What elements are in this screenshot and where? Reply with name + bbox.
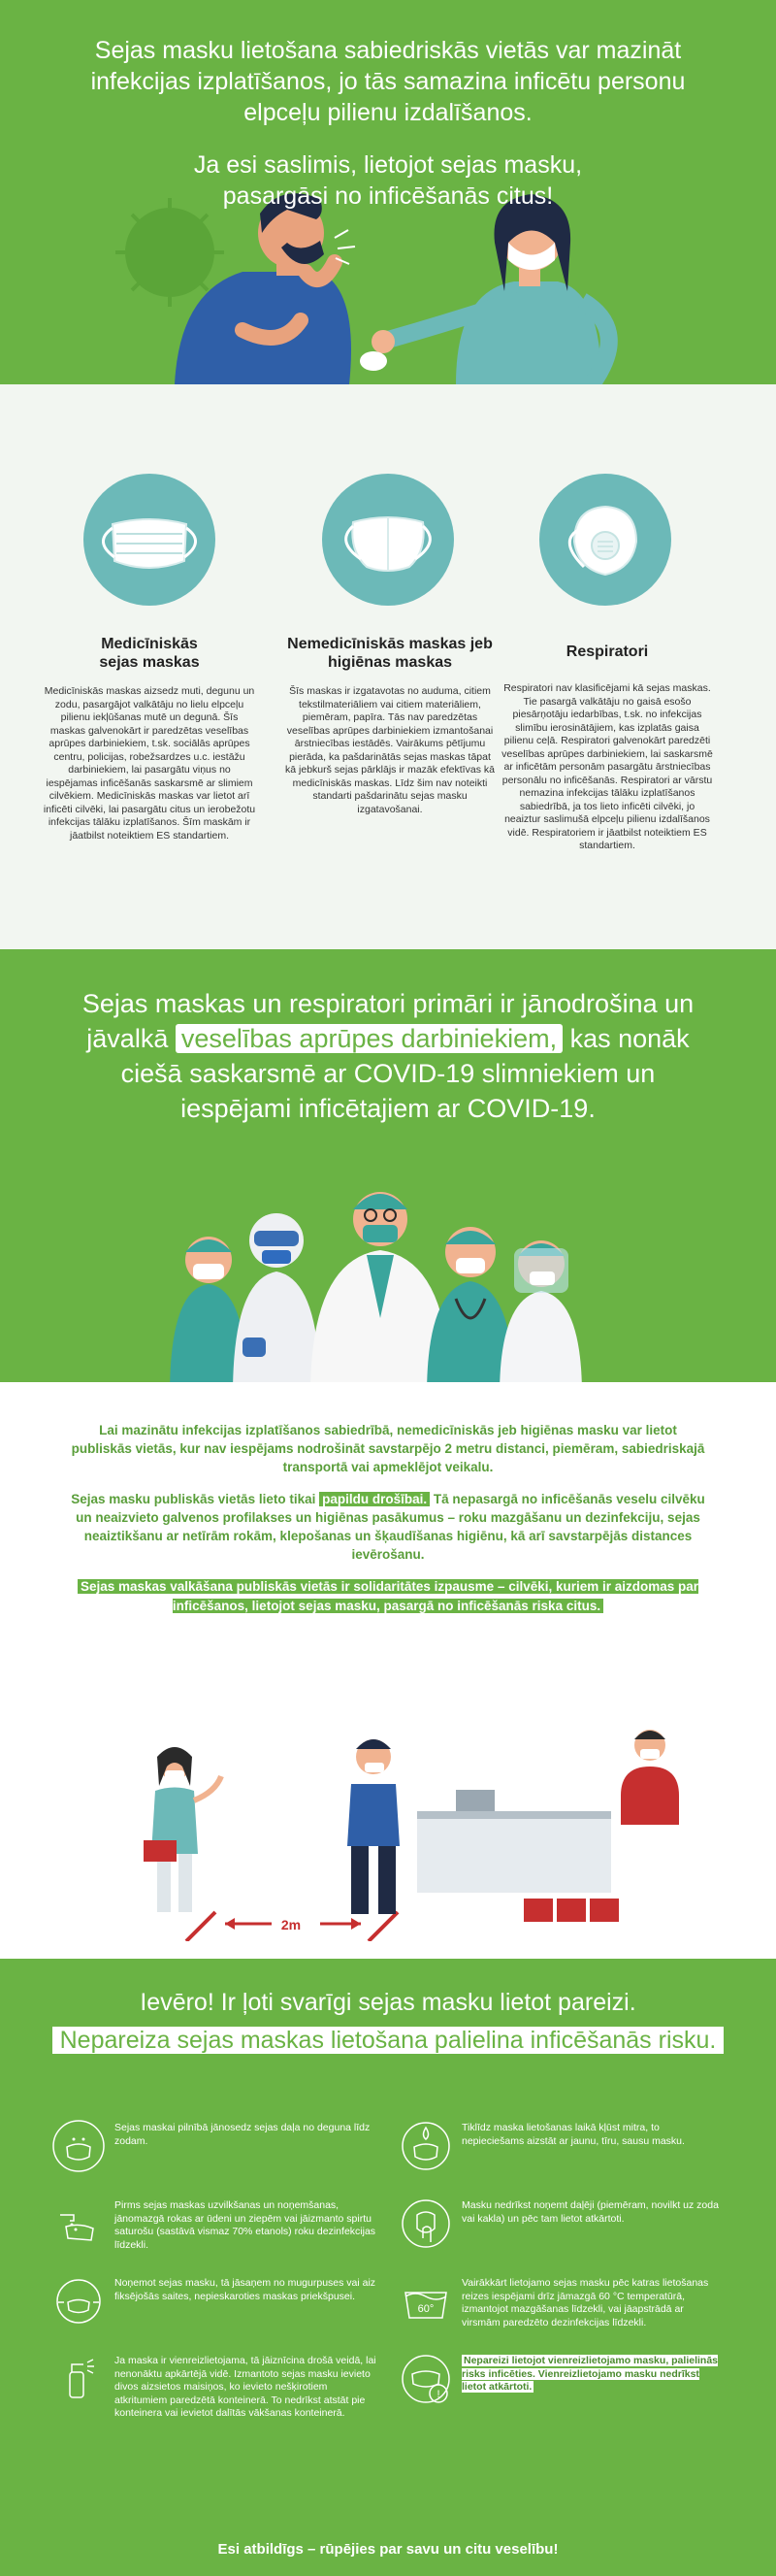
healthcare-workers-illustration (0, 1143, 776, 1382)
usage-tip (398, 2351, 718, 2419)
checkout-counter (417, 1730, 679, 1922)
shopper-man-figure (347, 1739, 400, 1914)
shopping-illustration (0, 1621, 776, 1941)
remove-mask-icon (50, 2273, 107, 2329)
respirator-column (501, 643, 714, 853)
masked-woman-illustration (360, 194, 609, 384)
footer-text: Esi atbildīgs – rūpējies par savu un citu veselību! (217, 2541, 559, 2558)
moist-mask-icon (398, 2118, 454, 2174)
usage-tip-text: Masku nedrīkst noņemt daļēji (piemēram, novilkt uz zoda vai kakla) un pēc tam lietot atkārtoti. (462, 2199, 719, 2225)
usage-tip (50, 2351, 376, 2419)
medical-mask-text: Medicīniskās maskas aizsedz muti, degunu un zodu, pasargājot valkātāju no lielu elpceļu pilienu iekļūšanas mutē un degunā. Šīs maskas galvenokārt ir paredzētas veselības aprūpes darbiniekiem, t.sk. sociālās aprūpes centru, policijas, robežsardzes u.c. iestāžu darbiniekiem, lai pasargātu viņus no iespējamas inficēšanās saskarsmē ar slimiem cilvēkiem. Medicīniskās maskas var lietot arī inficēti cilvēki, lai pasargātu citus un ierobežotu infekcijas tālāku izplatīšanos. Šīm maskām ir jāatbilst noteiktiem ES standartiem. (43, 685, 256, 842)
mask-types-section (0, 384, 776, 949)
face-shield-nurse-figure (500, 1240, 582, 1382)
healthcare-section (0, 949, 776, 1382)
public-text-2b: Tā nepasargā no inficēšanās veselu cilvēku un neaizvieto galvenos profilakses un higiēnas pasākumus – roku mazgāšanu un dezinfekciju, sejas neaiztikšanu ar netīrām rokām, klepošanas un šķaudīšanas higiēnu, kā arī savstarpējās distances ievērošanu. (76, 1492, 705, 1562)
public-text-1: Lai mazinātu infekcijas izplatīšanos sabiedrībā, nemedicīniskās jeb higiēnas masku var lietot publiskās vietās, kur nav iespējams nodrošināt savstarpējo 2 metru distanci, piemēram, sabiedriskajā transportā vai apmeklējot veikalu. (71, 1423, 705, 1474)
medical-mask-column (43, 635, 256, 842)
usage-tip (50, 2118, 371, 2186)
usage-tip (398, 2273, 718, 2341)
hazmat-figure (233, 1213, 320, 1382)
hygiene-mask-text: Šīs maskas ir izgatavotas no auduma, citiem tekstilmateriāliem vai citiem materiāliem, piemēram, papīra. Tās nav paredzētas veselības aprūpes darbiniekiem izmantošanai ārstniecības iestādēs. Vairākums pētījumu pierāda, ka pašdarinātās sejas maskas tāpat kā jebkurš sejas pārklājs ir mazāk efektīvas kā medicīniskās maskas. Līdz šim nav noteikti standarti pašdarinātu sejas masku izgatavošanai. (285, 685, 495, 815)
usage-subheading (0, 2025, 776, 2056)
svg-text:!: ! (436, 2389, 440, 2400)
spray-icon (50, 2351, 107, 2407)
virus-icon (115, 198, 224, 307)
healthcare-heading-before: Sejas maskas un respiratori primāri ir jānodrošina un jāvalkā (81, 989, 695, 1053)
public-use-section (0, 1382, 776, 1959)
usage-tip-highlight: Nepareizi lietojot vienreizlietojamo masku, palielinās risks inficēties. Vienreizlietojamo masku nedrīkst lietot atkārtoti. (462, 2355, 719, 2393)
hygiene-mask-column (283, 635, 497, 816)
usage-tip (398, 2118, 718, 2186)
usage-section (0, 1959, 776, 2576)
intro-warning-text: Ja esi saslimis, lietojot sejas masku, pasargāsi no inficēšanās citus! (193, 151, 583, 210)
public-text-2 (68, 1490, 708, 1564)
svg-text:60°: 60° (417, 2303, 435, 2315)
medical-mask-title: Medicīniskās sejas maskas (99, 636, 200, 671)
usage-tip-text (462, 2355, 724, 2394)
usage-tip-text: Sejas maskai pilnībā jānosedz sejas daļa no deguna līdz zodam. (114, 2122, 371, 2147)
public-text-3-highlight: Sejas maskas valkāšana publiskās vietās ir solidaritātes izpausme – cilvēki, kuriem ir aizdomas par inficēšanos, lietojot sejas masku, pasargā no inficēšanās riska citus. (78, 1579, 698, 1613)
respirator-title: Respiratori (566, 644, 649, 660)
hygiene-mask-title: Nemedicīniskās maskas jeb higiēnas maskas (287, 636, 493, 671)
usage-tip (50, 2196, 376, 2263)
shopper-woman-figure (144, 1747, 221, 1912)
medical-mask-icon (83, 474, 215, 606)
usage-tip (398, 2196, 718, 2263)
wash-60-icon (398, 2273, 454, 2329)
hygiene-mask-icon (322, 474, 454, 606)
usage-tip-text: Noņemot sejas masku, tā jāsaņem no mugurpuses vai aiz fiksējošās saites, nepieskaroties maskas priekšpusei. (114, 2277, 376, 2302)
respirator-icon (539, 474, 671, 606)
usage-subheading-text: Nepareiza sejas maskas lietošana palielina inficēšanās risku. (52, 2027, 725, 2054)
usage-tip-text: Vairākkārt lietojamo sejas masku pēc katras lietošanas reizes iespējami drīz jāmazgā 60 °C temperatūrā, izmantojot mazgāšanas līdzekli, vai jāapstrādā ar virsmām paredzēto dezinfekcijas līdzekli. (462, 2277, 709, 2328)
handwash-icon (50, 2196, 107, 2252)
usage-heading: Ievēro! Ir ļoti svarīgi sejas masku lietot pareizi. (140, 1989, 636, 2016)
no-touch-icon (398, 2196, 454, 2252)
public-text-3 (68, 1577, 708, 1616)
healthcare-heading (0, 949, 776, 1126)
healthcare-heading-after: kas nonāk ciešā saskarsmē ar COVID-19 slimniekiem un iespējami inficētajiem ar COVID-19. (120, 1024, 690, 1123)
warning-mask-icon (398, 2351, 454, 2407)
healthcare-highlight: veselības aprūpes darbiniekiem, (176, 1024, 563, 1053)
intro-lead-text: Sejas masku lietošana sabiedriskās vietās var mazināt infekcijas izplatīšanos, jo tās samazina inficētu personu elpceļu pilienu izdalīšanos. (90, 37, 686, 126)
nurse-figure (427, 1227, 514, 1382)
respirator-text: Respiratori nav klasificējami kā sejas maskas. Tie pasargā valkātāju no gaisā esošo piesārņotāju iedarbības, t.sk. no infekcijas slimību ierosinātājiem, kas izplatās gaisa pilienu ceļā. Respiratori galvenokārt paredzēti veselības aprūpes darbiniekiem, lai saskarsmē ar inficētām personām pasargātu ārstniecības personālu no inficēšanās. Respiratori ar vārstu nemazina infekcijas tālāku izplatīšanos sabiedrībā, ja tos lieto inficēti cilvēki, jo neaiztur saslimušā elpceļu pilienu izdalīšanos vidē. Respiratoriem ir jāatbilst noteiktiem ES standartiem. (501, 682, 713, 851)
distance-label: 2m (280, 1917, 302, 1932)
intro-section (0, 0, 776, 384)
usage-tip-text: Tiklīdz maska lietošanas laikā kļūst mitra, to nepieciešams aizstāt ar jaunu, tīru, sausu masku. (462, 2122, 685, 2147)
usage-tip-text: Ja maska ir vienreizlietojama, tā jāiznīcina drošā veidā, lai nenonāktu apkārtējā vidē. Izmantoto sejas masku ievieto divos aizsietos maisiņos, ko ievieto nešķirotiem atkritumiem paredzētā konteinerā. To nedrīkst atstāt pie konteinera vai ievietot dalītās vākšanas konteinerā. (114, 2355, 376, 2419)
public-text-2a: Sejas masku publiskās vietās lieto tikai (71, 1492, 316, 1506)
usage-tip-text: Pirms sejas maskas uzvilkšanas un noņemšanas, jānomazgā rokas ar ūdeni un ziepēm vai jāizmanto spirtu saturošu (sastāvā vismaz 70% etanols) roku dezinfekcijas līdzekli. (114, 2199, 376, 2251)
face-mask-icon (50, 2118, 107, 2174)
usage-tip (50, 2273, 376, 2341)
public-text-2-highlight: papildu drošībai. (319, 1492, 430, 1506)
